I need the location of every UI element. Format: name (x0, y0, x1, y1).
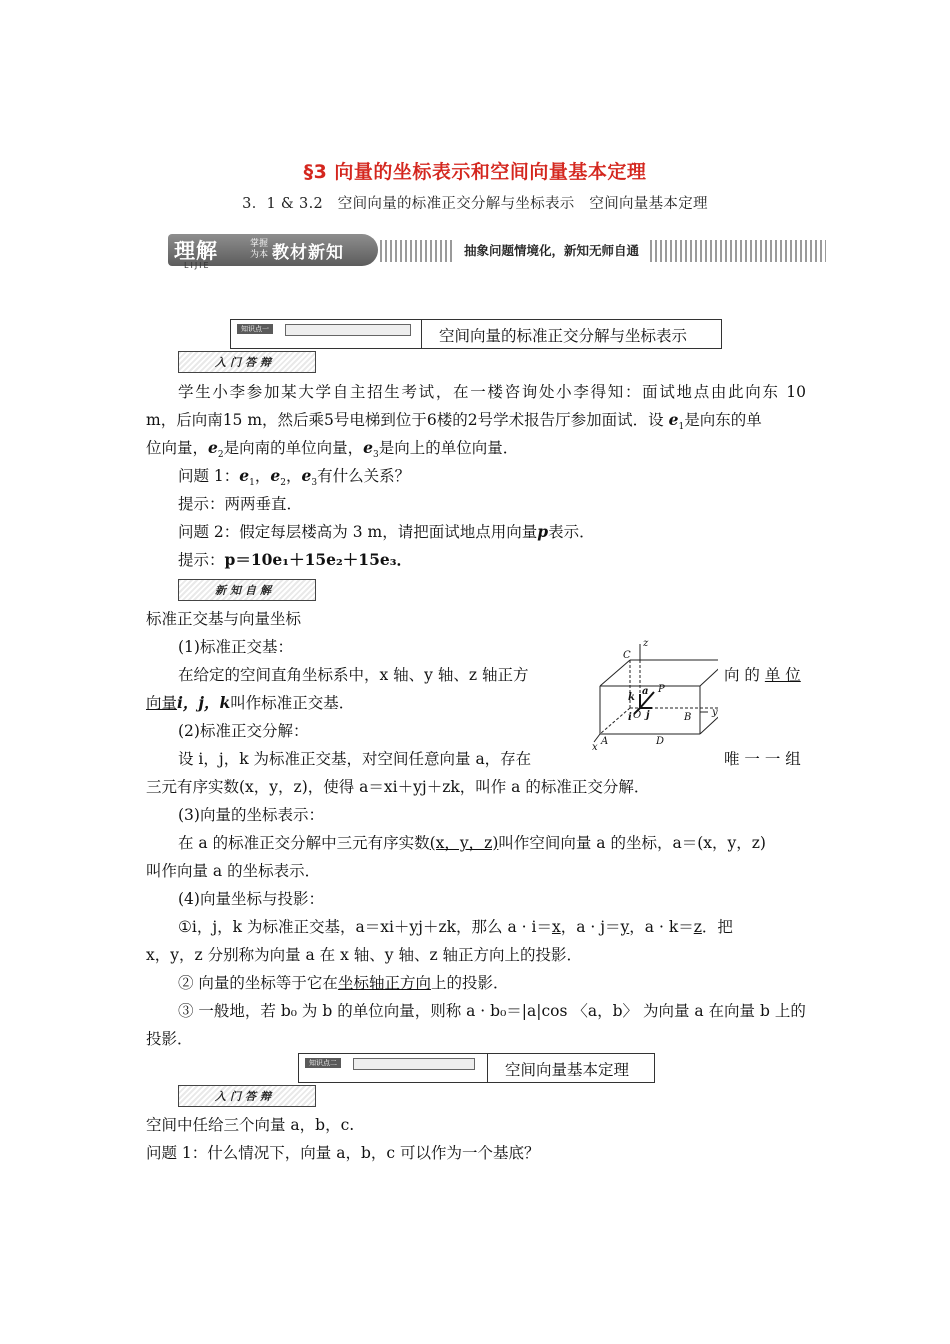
new-knowledge-tag: 新知自解 (178, 579, 316, 601)
question-1: 问题 1：$e_1$，$e_2$，$e_3$有什么关系？ (178, 466, 411, 489)
answer-2: 提示：p＝10e₁＋15e₂＋15e₃． (178, 550, 413, 569)
banner-right-text: 抽象问题情境化，新知无师自通 (454, 240, 649, 262)
paragraph-line: 投影． (146, 1030, 193, 1048)
item-heading-4: (4)向量坐标与投影： (178, 890, 324, 908)
knowledge-point-tag: 知识点二 (305, 1058, 341, 1068)
svg-text:x: x (592, 742, 598, 753)
paragraph-line: 空间中任给三个向量 a，b，c. (146, 1116, 355, 1134)
banner-mid-text: 教材新知 (272, 243, 344, 263)
banner-big-text: 理解 (174, 239, 218, 263)
intro-tag: 入门答辩 (178, 351, 316, 373)
item-heading-3: (3)向量的坐标表示： (178, 806, 324, 824)
paragraph-line: 三元有序实数(x，y，z)，使得 a＝xi＋yj＋zk，叫作 a 的标准正交分解． (146, 778, 650, 796)
banner-small-text: 掌握 为本 (249, 239, 268, 260)
knowledge-point-tag-bar (353, 1058, 475, 1070)
paragraph-line: 向量i，j，k叫作标准正交基． (146, 693, 355, 712)
svg-text:C: C (623, 650, 631, 661)
paragraph-line: 设 i，j，k 为标准正交基，对空间任意向量 a，存在 (178, 750, 532, 768)
svg-text:A: A (601, 736, 609, 747)
item-heading-2: (2)标准正交分解： (178, 722, 309, 740)
banner-pinyin: LIJIE (184, 261, 211, 270)
section-heading: 标准正交基与向量坐标 (146, 610, 302, 628)
paragraph-line-right: 唯 一 一 组 (724, 750, 801, 768)
paragraph-line: 位向量，$e_2$是向南的单位向量，$e_3$是向上的单位向量． (146, 438, 519, 461)
divider (487, 1054, 488, 1082)
svg-text:a: a (642, 686, 649, 697)
svg-text:y: y (712, 707, 718, 718)
knowledge-point-tag: 知识点一 (237, 324, 273, 334)
svg-text:z: z (643, 638, 649, 649)
knowledge-point-title: 空间向量的标准正交分解与坐标表示 (439, 327, 688, 345)
paragraph-line: 问题 1：什么情况下，向量 a，b，c 可以作为一个基底？ (146, 1144, 540, 1162)
intro-tag-2: 入门答辩 (178, 1085, 316, 1107)
paragraph-line: ③ 一般地，若 b₀ 为 b 的单位向量，则称 a · b₀＝|a|cos 〈a，b〉 为向量 a 在向量 b 上的 (178, 1002, 806, 1020)
paragraph-line: ①i，j，k 为标准正交基，a＝xi＋yj＋zk，那么 a · i＝x，a · j＝y，a · k＝z．把 (178, 918, 733, 936)
knowledge-point-1-header (230, 319, 722, 349)
paragraph-line: 叫作向量 a 的坐标表示． (146, 862, 321, 880)
question-2: 问题 2：假定每层楼高为 3 m，请把面试地点用向量p表示． (178, 522, 595, 541)
paragraph-line: 学生小李参加某大学自主招生考试，在一楼咨询处小李得知：面试地点由此向东 10 (178, 383, 806, 401)
paragraph-line: ② 向量的坐标等于它在坐标轴正方向上的投影． (178, 974, 509, 992)
knowledge-point-title: 空间向量基本定理 (505, 1061, 630, 1079)
page-subtitle: 3．1 & 3.2 空间向量的标准正交分解与坐标表示 空间向量基本定理 (242, 196, 708, 212)
answer-1: 提示：两两垂直． (178, 495, 303, 513)
paragraph-line-right: 向 的 单 位 (724, 666, 801, 684)
paragraph-line: 在 a 的标准正交分解中三元有序实数(x，y，z)叫作空间向量 a 的坐标，a＝(x，y，z) (178, 834, 766, 852)
section-banner (168, 232, 828, 272)
svg-text:i: i (628, 712, 632, 723)
paragraph-line: m，后向南15 m，然后乘5号电梯到位于6楼的2号学术报告厅参加面试．设 $e_1$是向东的单 (146, 410, 762, 433)
svg-text:B: B (684, 712, 692, 723)
svg-text:P: P (658, 684, 665, 695)
knowledge-point-tag-bar (285, 324, 411, 336)
paragraph-line: 在给定的空间直角坐标系中，x 轴、y 轴、z 轴正方 (178, 666, 529, 684)
svg-text:k: k (628, 692, 635, 703)
svg-text:j: j (646, 710, 650, 721)
divider (421, 320, 422, 348)
item-heading-1: (1)标准正交基： (178, 638, 293, 656)
svg-text:O: O (633, 710, 642, 721)
svg-text:D: D (656, 736, 665, 747)
knowledge-point-2-header (298, 1053, 655, 1083)
paragraph-line: x，y，z 分别称为向量 a 在 x 轴、y 轴、z 轴正方向上的投影． (146, 946, 583, 964)
cube-coordinate-figure (588, 636, 718, 756)
page-title: §3 向量的坐标表示和空间向量基本定理 (303, 161, 647, 183)
